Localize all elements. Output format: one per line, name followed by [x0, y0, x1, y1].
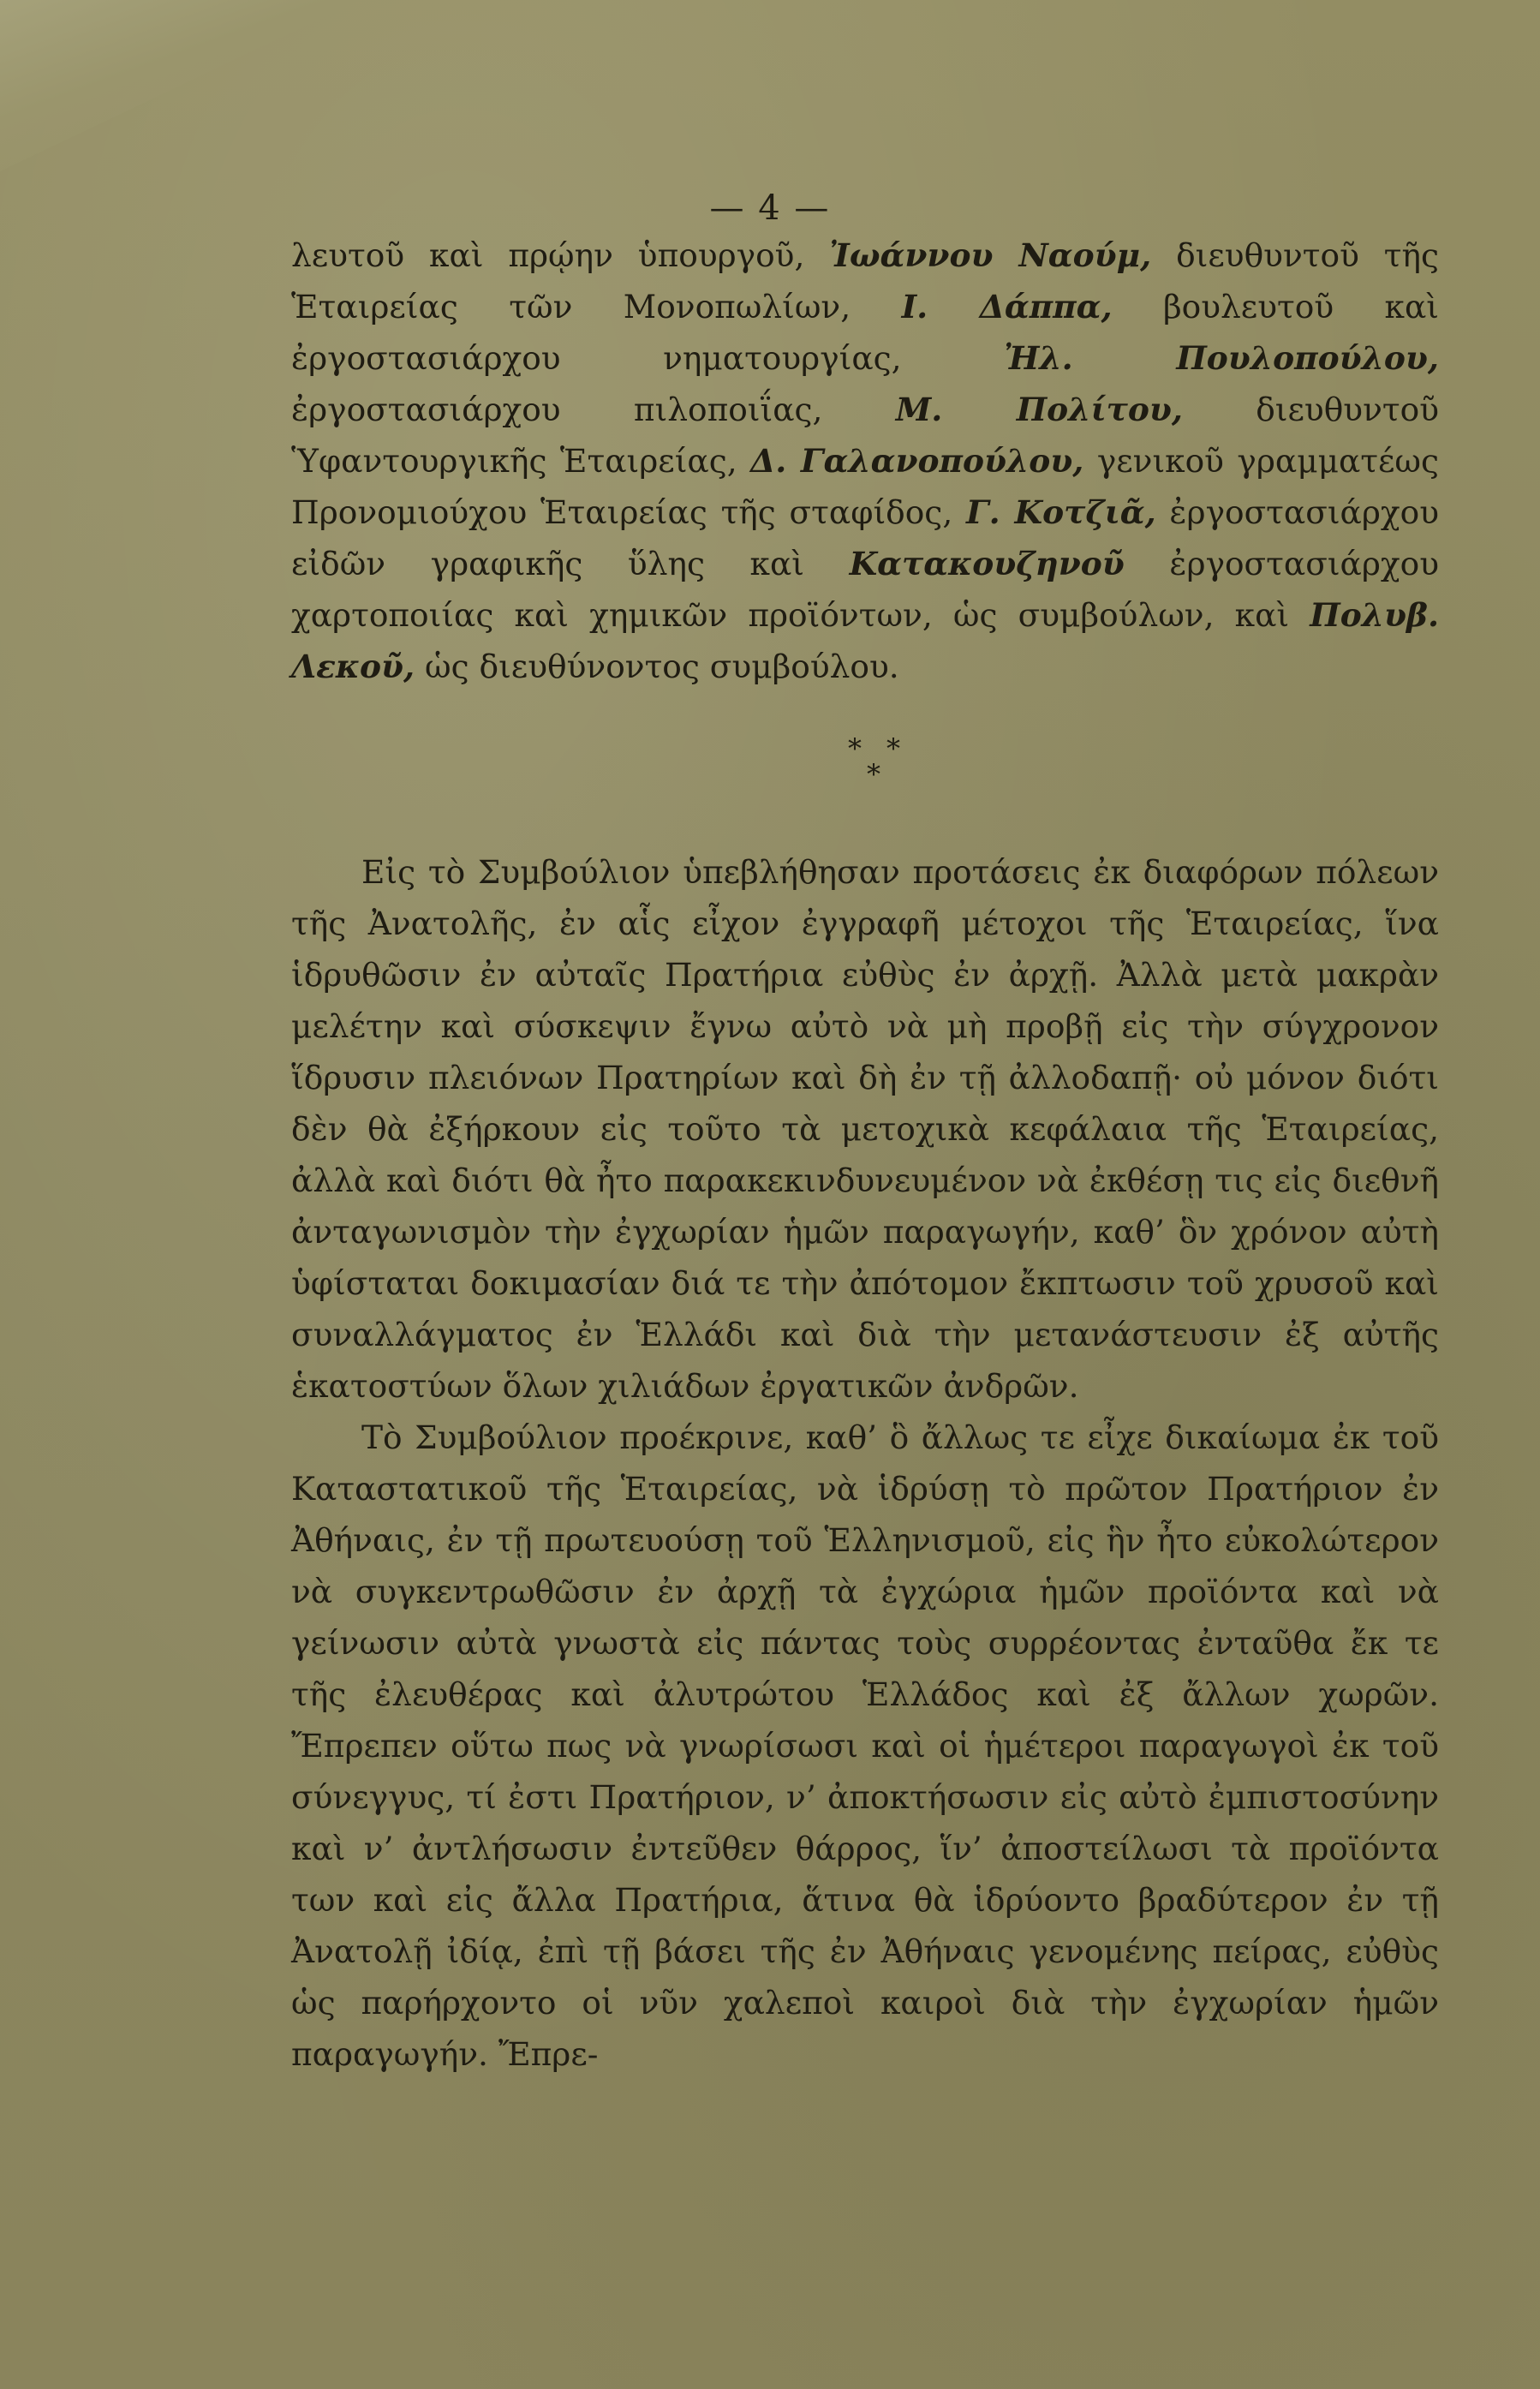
asterism-divider — [291, 692, 1439, 846]
text-span: ἐργοστασιάρχου χαρτοποιίας καὶ χημικῶν προϊόντων, ὡς συμβούλων, καὶ — [291, 545, 1439, 634]
person-name: Πολυβ. Λεκοῦ, — [291, 596, 1439, 685]
text-span: ἐργοστασιάρχου πιλοποιΐας, — [291, 391, 896, 428]
text-span: βουλευτοῦ καὶ ἐργοστασιάρχου νηματουργίας, — [291, 288, 1440, 377]
person-name: Δ. Γαλανοπούλου, — [750, 442, 1084, 480]
page-body — [291, 230, 1439, 2080]
asterism-star: * — [867, 758, 880, 791]
paragraph-board-members — [291, 230, 1439, 692]
asterism-star: * — [848, 732, 862, 765]
text-span: γενικοῦ γραμματέως Προνομιούχου Ἑταιρείας τῆς σταφίδος, — [291, 442, 1440, 531]
person-name: Ι. Δάππα, — [901, 288, 1113, 326]
person-name: Ἠλ. Πουλοπούλου, — [1004, 339, 1439, 377]
page-number: — 4 — — [709, 188, 831, 228]
text-span: ὡς διευθύνοντος συμβούλου. — [415, 648, 899, 685]
person-name: Ἰωάννου Ναούμ, — [829, 236, 1152, 274]
paragraph-proposals: Εἰς τὸ Συμβούλιον ὑπεβλήθησαν προτάσεις ἐκ διαφόρων πόλεων τῆς Ἀνατολῆς, ἐν αἷς εἶχον ἐγγραφῆ μέτοχοι τῆς Ἑταιρείας, ἵνα ἱδρυθῶσιν ἐν αὐταῖς Πρατήρια εὐθὺς ἐν ἀρχῇ. Ἀλλὰ μετὰ μακρὰν μελέτην καὶ σύσκεψιν ἔγνω αὐτὸ νὰ μὴ προβῇ εἰς τὴν σύγχρονον ἵδρυσιν πλειόνων Πρατηρίων καὶ δὴ ἐν τῇ ἀλλοδαπῇ· οὐ μόνον διότι δὲν θὰ ἐξήρκουν εἰς τοῦτο τὰ μετοχικὰ κεφάλαια τῆς Ἑταιρείας, ἀλλὰ καὶ διότι θὰ ἦτο παρακεκινδυνευμένον νὰ ἐκθέσῃ τις εἰς διεθνῆ ἀνταγωνισμὸν τὴν ἐγχωρίαν ἡμῶν παραγωγήν, καθ’ ὃν χρόνον αὐτὴ ὑφίσταται δοκιμασίαν διά τε τὴν ἀπότομον ἔκπτωσιν τοῦ χρυσοῦ καὶ συναλλάγματος ἐν Ἑλλάδι καὶ διὰ τὴν μετανάστευσιν ἐξ αὐτῆς ἑκατοστύων ὅλων χιλιάδων ἐργατικῶν ἀνδρῶν. — [291, 853, 1439, 1405]
text-span: διευθυντοῦ Ὑφαντουργικῆς Ἑταιρείας, — [291, 391, 1439, 480]
text-span: ἐργοστασιάρχου εἰδῶν γραφικῆς ὕλης καὶ — [291, 493, 1439, 582]
text-span: διευθυντοῦ τῆς Ἑταιρείας τῶν Μονοπωλίων, — [291, 236, 1439, 326]
person-name: Γ. Κοτζιᾶ, — [965, 493, 1156, 531]
paragraph-athens-depot: Τὸ Συμβούλιον προέκρινε, καθ’ ὃ ἄλλως τε εἶχε δικαίωμα ἐκ τοῦ Καταστατικοῦ τῆς Ἑταιρείας, νὰ ἱδρύσῃ τὸ πρῶτον Πρατήριον ἐν Ἀθήναις, ἐν τῇ πρωτευούσῃ τοῦ Ἑλληνισμοῦ, εἰς ἣν ἦτο εὐκολώτερον νὰ συγκεντρωθῶσιν ἐν ἀρχῇ τὰ ἐγχώρια ἡμῶν προϊόντα καὶ νὰ γείνωσιν αὐτὰ γνωστὰ εἰς πάντας τοὺς συρρέοντας ἐνταῦθα ἔκ τε τῆς ἐλευθέρας καὶ ἀλυτρώτου Ἑλλάδος καὶ ἐξ ἄλλων χωρῶν. Ἔπρεπεν οὕτω πως νὰ γνωρίσωσι καὶ οἱ ἡμέτεροι παραγωγοὶ ἐκ τοῦ σύνεγγυς, τί ἐστι Πρατήριον, ν’ ἀποκτήσωσιν εἰς αὐτὸ ἐμπιστοσύνην καὶ ν’ ἀντλήσωσιν ἐντεῦθεν θάρρος, ἵν’ ἀποστείλωσι τὰ προϊόντα των καὶ εἰς ἄλλα Πρατήρια, ἅτινα θὰ ἱδρύοντο βραδύτερον ἐν τῇ Ἀνατολῇ ἰδίᾳ, ἐπὶ τῇ βάσει τῆς ἐν Ἀθήναις γενομένης πείρας, εὐθὺς ὡς παρήρχοντο οἱ νῦν χαλεποὶ καιροὶ διὰ τὴν ἐγχωρίαν ἡμῶν παραγωγήν. Ἔπρε- — [291, 1418, 1439, 2073]
person-name: Κατακουζηνοῦ — [849, 545, 1125, 582]
text-span: λευτοῦ καὶ πρῴην ὑπουργοῦ, — [291, 236, 830, 274]
asterism-star: * — [886, 732, 900, 765]
paper-corner-fold — [0, 0, 360, 171]
person-name: Μ. Πολίτου, — [895, 391, 1183, 428]
